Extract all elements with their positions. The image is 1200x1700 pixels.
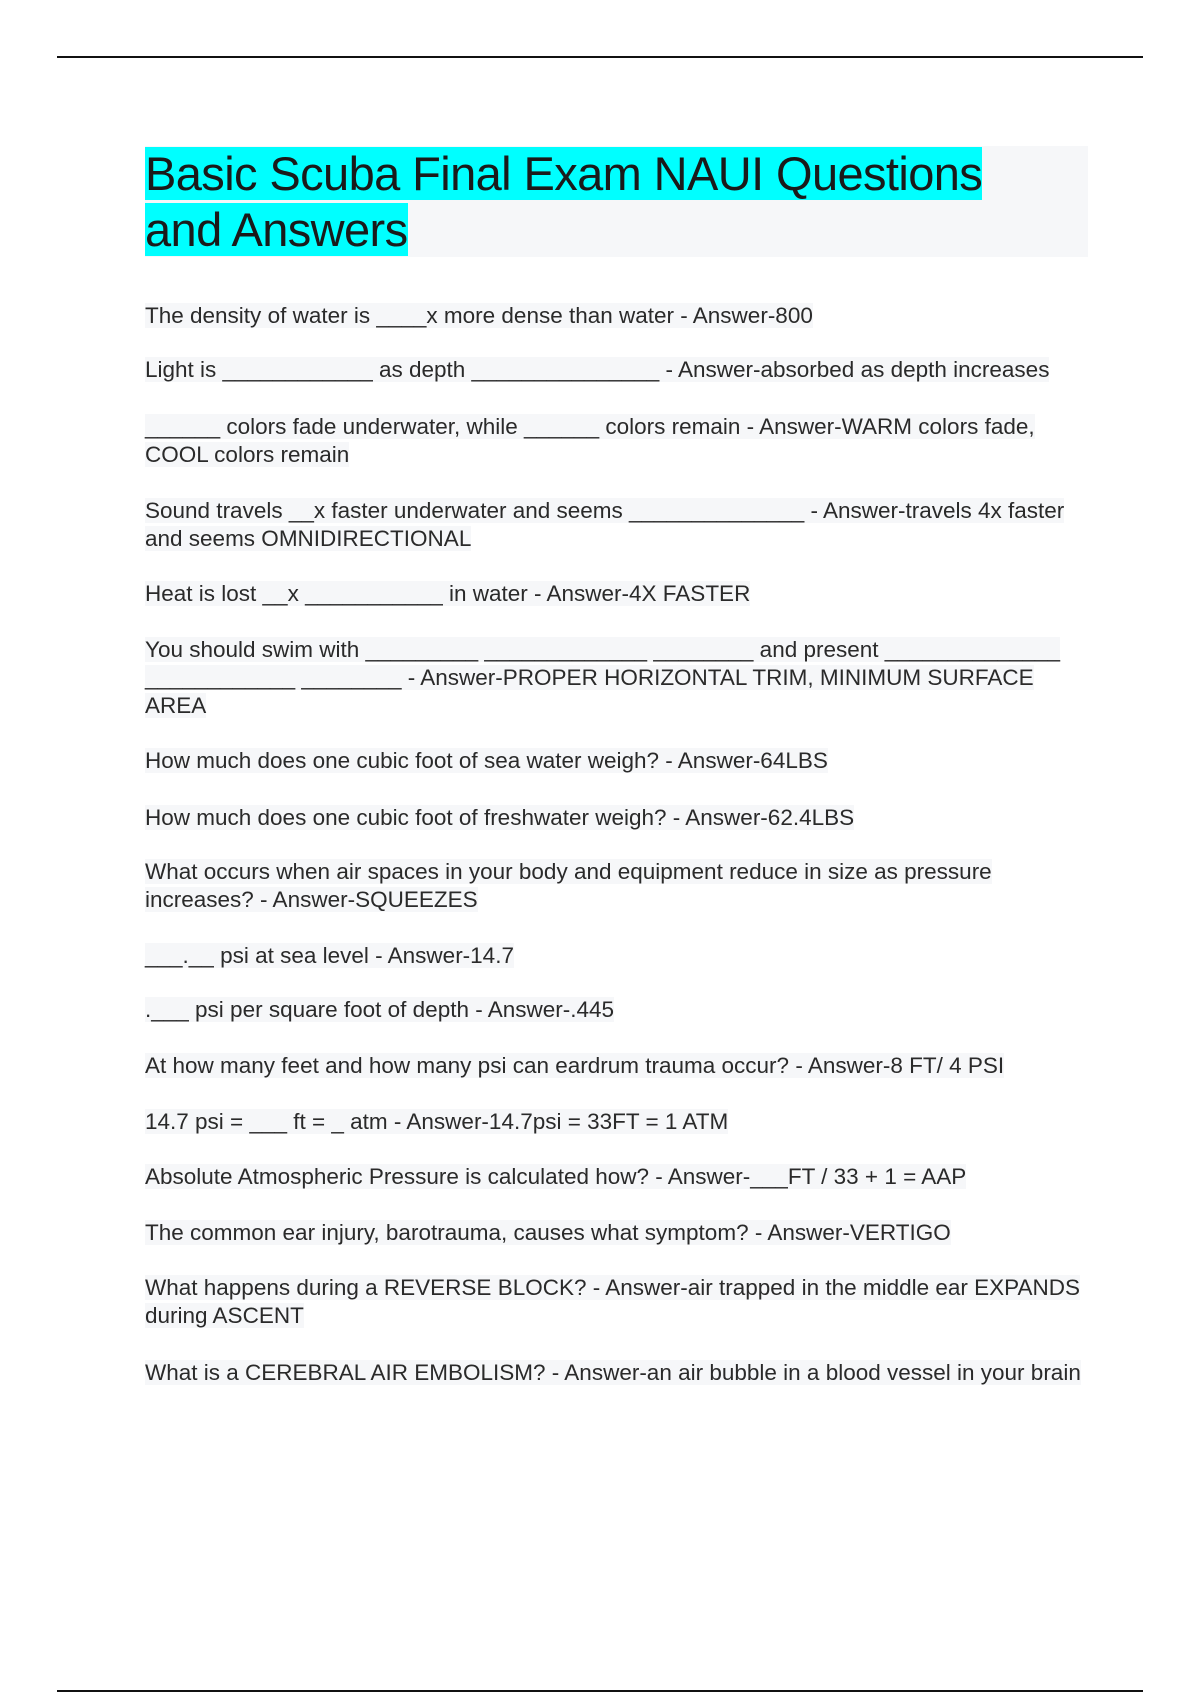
bottom-rule bbox=[57, 1690, 1143, 1692]
title-block bbox=[145, 146, 1088, 257]
qa-item: The density of water is ____x more dense than water - Answer-800 bbox=[145, 303, 813, 328]
qa-item: Light is ____________ as depth _______________ - Answer-absorbed as depth increases bbox=[145, 357, 1050, 382]
qa-item: How much does one cubic foot of freshwater weigh? - Answer-62.4LBS bbox=[145, 805, 855, 830]
qa-item: Absolute Atmospheric Pressure is calculated how? - Answer-___FT / 33 + 1 = AAP bbox=[145, 1164, 967, 1189]
qa-item: Heat is lost __x ___________ in water - Answer-4X FASTER bbox=[145, 581, 751, 606]
title-line-1: Basic Scuba Final Exam NAUI Questions bbox=[145, 147, 983, 200]
qa-item: 14.7 psi = ___ ft = _ atm - Answer-14.7psi = 33FT = 1 ATM bbox=[145, 1109, 729, 1134]
qa-item: Sound travels __x faster underwater and seems ______________ - Answer-travels 4x faster and seems OMNIDIRECTIONAL bbox=[145, 498, 1065, 551]
top-rule bbox=[57, 56, 1143, 58]
qa-item: What occurs when air spaces in your body and equipment reduce in size as pressure increases? - Answer-SQUEEZES bbox=[145, 859, 992, 912]
qa-item: ___.__ psi at sea level - Answer-14.7 bbox=[145, 943, 514, 968]
title-line-2: and Answers bbox=[145, 203, 408, 256]
document-title bbox=[145, 146, 1088, 258]
qa-item: At how many feet and how many psi can eardrum trauma occur? - Answer-8 FT/ 4 PSI bbox=[145, 1053, 1005, 1078]
qa-item: ______ colors fade underwater, while ______ colors remain - Answer-WARM colors fade, COOL colors remain bbox=[145, 414, 1035, 467]
qa-list bbox=[145, 302, 1085, 1387]
qa-item: .___ psi per square foot of depth - Answer-.445 bbox=[145, 997, 615, 1022]
qa-item: You should swim with _________ _____________ ________ and present ______________ ____________ ________ - Answer-PROPER HORIZONTAL TRIM, MINIMUM SURFACE AREA bbox=[145, 637, 1060, 718]
qa-item: How much does one cubic foot of sea water weigh? - Answer-64LBS bbox=[145, 748, 828, 773]
qa-item: What is a CEREBRAL AIR EMBOLISM? - Answer-an air bubble in a blood vessel in your brain bbox=[145, 1360, 1081, 1385]
qa-item: The common ear injury, barotrauma, causes what symptom? - Answer-VERTIGO bbox=[145, 1220, 951, 1245]
qa-item: What happens during a REVERSE BLOCK? - Answer-air trapped in the middle ear EXPANDS during ASCENT bbox=[145, 1275, 1081, 1328]
